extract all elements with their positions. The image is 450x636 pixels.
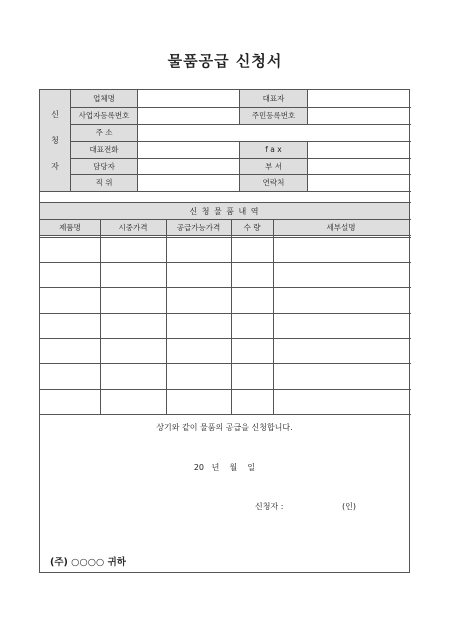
side-char: 자 (51, 161, 59, 171)
business-reg-no-field[interactable] (138, 107, 239, 124)
label-position: 직 위 (95, 178, 113, 187)
contact-number-field[interactable] (308, 174, 410, 191)
items-section-title: 신 청 물 품 내 역 (40, 203, 409, 219)
fax-field[interactable] (308, 141, 410, 158)
representative-field[interactable] (308, 90, 410, 107)
column-header-product-name: 제품명 (59, 223, 81, 232)
applicant-side-label (40, 90, 70, 191)
label-fax: f a x (265, 145, 282, 154)
table-row[interactable] (40, 339, 409, 363)
table-row[interactable] (40, 364, 409, 389)
label-contact-person: 담당자 (93, 161, 115, 171)
column-header-details: 세부설명 (326, 223, 356, 232)
application-form (39, 89, 410, 573)
seal-mark: (인) (342, 502, 356, 511)
position-field[interactable] (138, 174, 239, 191)
label-department: 부 서 (265, 161, 282, 171)
resident-reg-no-field[interactable] (308, 107, 410, 124)
label-contact-number: 연락처 (262, 178, 285, 187)
department-field[interactable] (308, 158, 410, 174)
column-header-market-price: 시중가격 (118, 223, 148, 232)
table-row[interactable] (40, 288, 409, 313)
table-row[interactable] (40, 390, 409, 414)
table-row[interactable] (40, 314, 409, 338)
contact-person-field[interactable] (138, 158, 239, 174)
address-field[interactable] (138, 124, 410, 141)
label-address: 주 소 (95, 128, 113, 137)
side-char: 신 (51, 110, 59, 120)
applicant-signature-field[interactable] (290, 498, 340, 512)
label-resident-reg-no: 주민등록번호 (251, 111, 296, 120)
side-char: 청 (51, 135, 59, 145)
company-field[interactable] (138, 90, 239, 107)
date-line: 20 년 월 일 (193, 463, 256, 472)
table-row[interactable] (40, 238, 409, 262)
column-header-quantity: 수 량 (243, 223, 261, 232)
request-statement: 상기와 같이 물품의 공급을 신청합니다. (156, 423, 293, 432)
table-row[interactable] (40, 263, 409, 287)
column-header-supply-price: 공급가능가격 (176, 223, 221, 232)
document-title: 물품공급 신청서 (167, 52, 283, 70)
label-representative: 대표자 (262, 94, 285, 103)
recipient-line: (주) ○○○○ 귀하 (50, 557, 126, 568)
applicant-signature-label: 신청자 : (255, 502, 284, 511)
main-phone-field[interactable] (138, 141, 239, 158)
label-company: 업체명 (93, 94, 115, 103)
label-main-phone: 대표전화 (89, 145, 119, 154)
label-business-reg-no: 사업자등록번호 (78, 111, 130, 120)
